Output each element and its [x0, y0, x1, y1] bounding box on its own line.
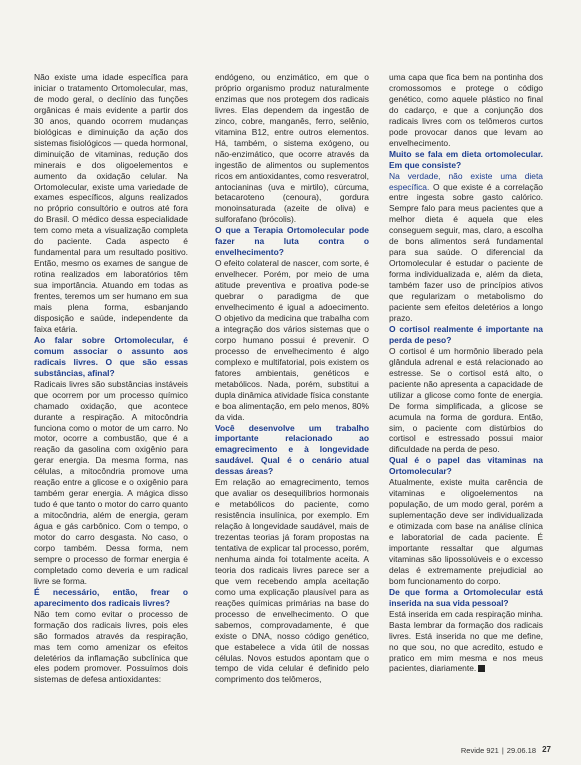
paragraph: O cortisol é um hormônio liberado pela glândula adrenal e está relacionado ao estresse. Se o cortisol está alto, o paciente não apresenta a capacidade de utilizar a glicose como fonte de energia. De forma simplificada, a glicose se acumula na forma de gordura. Então, sim, o paciente com distúrbios do cortisol e estressado possui maior dificuldade na perda de peso.: [389, 345, 543, 455]
paragraph: uma capa que fica bem na pontinha dos cromossomos e protege o código genético, como aquele plástico no final do cadarço, e que a conjunção dos radicais livres com os telômeros curtos pode provocar danos que levam ao envelhecimento.: [389, 72, 543, 148]
interview-question: Você desenvolve um trabalho importante relacionado ao emagrecimento e à longevidade saudável. Qual é o cenário atual dessas áreas?: [215, 422, 369, 477]
paragraph: Atualmente, existe muita carência de vitaminas e oligoelementos na população, de um modo geral, porém a suplementação deve ser individualizada e otimizada com base na análise clínica e laboratorial de cada paciente. É importante ressaltar que algumas vitaminas são lipossolúveis e o excesso delas é extremamente prejudicial ao bom funcionamento do corpo.: [389, 477, 543, 586]
paragraph: endógeno, ou enzimático, em que o próprio organismo produz naturalmente enzimas que nos protegem dos radicais livres. Elas dependem da ingestão de zinco, cobre, manganês, ferro, selênio, vitamina B12, entre outros elementos. Há, também, o sistema exógeno, ou não-enzimático, que ocorre através da ingestão de alimentos ou suplementos ricos em antioxidantes, como resveratrol, antocianinas (uva e mirtilo), cúrcuma, betacaroteno (cenoura), gordura monoinsaturada (azeite de oliva) e sulforafano (brócolis).: [215, 72, 369, 225]
end-mark-icon: [478, 665, 485, 672]
magazine-issue: Revide 921: [460, 746, 499, 755]
paragraph: Radicais livres são substâncias instáveis que ocorrem por um processo químico chamado oxidação, que acontece durante a respiração. A mitocôndria funciona como o motor de um carro. No motor, ocorre a combustão, que é a reação da gasolina com oxigênio para gerar energia. Da mesma forma, nas células, a mitocôndria promove uma reação entre a glicose e o oxigênio para também gerar energia. A mágica disso tudo é que tanto o motor do carro quanto a mitocôndria, além de energia, geram água e gás carbônico. Com o tempo, o motor do carro desgasta. No caso, o corpo também. Dessa forma, nem sempre o processo de formar energia é completado como deveria e um radical livre se forma.: [34, 378, 188, 586]
interview-question: O que a Terapia Ortomolecular pode fazer na luta contra o envelhecimento?: [215, 225, 369, 258]
page-number: 27: [542, 745, 551, 754]
interview-question: Muito se fala em dieta ortomolecular. Em que consiste?: [389, 148, 543, 170]
footer-info: Revide 921 | 29.06.18: [460, 746, 536, 755]
paragraph: Em relação ao emagrecimento, temos que avaliar os desequilíbrios hormonais e metabólicos do paciente, como resistência insulínica, por exemplo. Em relação à longevidade saudável, mais de trezentas teorias já foram propostas na tentativa de explicar tal processo, porém, nenhuma ainda foi totalmente aceita. A teoria dos radicais livres parece ser a que vem recebendo ampla aceitação como uma explicação plausível para as reações químicas primárias na base do processo de envelhecimento. O que sabemos, comprovadamente, é que existe o DNA, nosso código genético, que estabelece a vida útil de nossas células. Novos estudos apontam que o tempo de vida celular é definido pelo comprimento dos telômeros,: [215, 477, 369, 685]
interview-question: Qual é o papel das vitaminas na Ortomolecular?: [389, 455, 543, 477]
interview-question: O cortisol realmente é importante na perda de peso?: [389, 323, 543, 345]
article-column-2: [215, 72, 369, 685]
interview-question: De que forma a Ortomolecular está inserida na sua vida pessoal?: [389, 586, 543, 608]
article-column-3: [389, 72, 543, 674]
paragraph: Não tem como evitar o processo de formação dos radicais livres, pois eles são formados através da respiração, mas tem como amenizar os efeitos deletérios da inflamação subclínica que eles podem promover. Possuímos dois sistemas de defesa antioxidantes:: [34, 608, 188, 685]
interview-question: É necessário, então, frear o aparecimento dos radicais livres?: [34, 586, 188, 608]
paragraph: [389, 171, 543, 324]
article-column-1: [34, 72, 188, 685]
paragraph: Não existe uma idade específica para iniciar o tratamento Ortomolecular, mas, de modo geral, o declínio das funções orgânicas é mais evidente a partir dos 30 anos, quando ocorrem mudanças biológicas e diminuição da ação dos sistemas fisiológicos — queda hormonal, diminuição de vitaminas, redução dos minerais e dos oligoelementos e aumento da oxidação celular. Na Ortomolecular, existe uma variedade de exames específicos, alguns realizados no próprio consultório e outros até fora do Brasil. O médico dessa especialidade tem como meta a visualização completa do paciente. Cada aspecto é fundamental para um resultado positivo. Então, mesmo os exames de sangue de rotina realizados em laboratórios têm sua importância. Atuando em todas as frentes, teremos um ser humano em sua mais plena forma, esbanjando disposição e saúde, independente da faixa etária.: [34, 72, 188, 334]
closing-text: Está inserida em cada respiração minha. Basta lembrar da formação dos radicais livres. Está inserida no que me define, no que sou, no que acredito, estudo e pratico em mim mesma e nos meus pacientes, diariamente.: [389, 608, 543, 674]
page-footer: [0, 744, 581, 758]
answer-text: O que existe é a correlação entre ingesta sobre gasto calórico. Sempre falo para meus pacientes que a melhor dieta é aquela que eles conseguem seguir, mas, claro, a escolha de bons alimentos será fundamental para sua saúde. O diferencial da Ortomolecular é estudar o paciente de forma individualizada e, além da dieta, também fazer uso de princípios ativos que regularizam o metabolismo do paciente sem efeitos deletérios a longo prazo.: [389, 181, 543, 323]
issue-date: 29.06.18: [506, 746, 536, 755]
interview-question: Ao falar sobre Ortomolecular, é comum associar o assunto aos radicais livres. O que são essas substâncias, afinal?: [34, 334, 188, 378]
paragraph: O efeito colateral de nascer, com sorte, é envelhecer. Porém, por meio de uma atitude preventiva e proativa pode-se quebrar o paradigma de que envelhecimento é igual a adoecimento. O objetivo da medicina que trabalha com a integração dos vários sistemas que o corpo humano possui é prevenir. O processo de envelhecimento é algo complexo e multifatorial, pois existem os fatores ambientais, genéticos e metabólicos. Nada, porém, substitui a dupla dinâmica atividade física constante e boa alimentação, em pelo menos, 80% da vida.: [215, 258, 369, 422]
paragraph: [389, 609, 543, 675]
answer-lead: Na verdade, não existe uma dieta específica.: [389, 170, 543, 192]
